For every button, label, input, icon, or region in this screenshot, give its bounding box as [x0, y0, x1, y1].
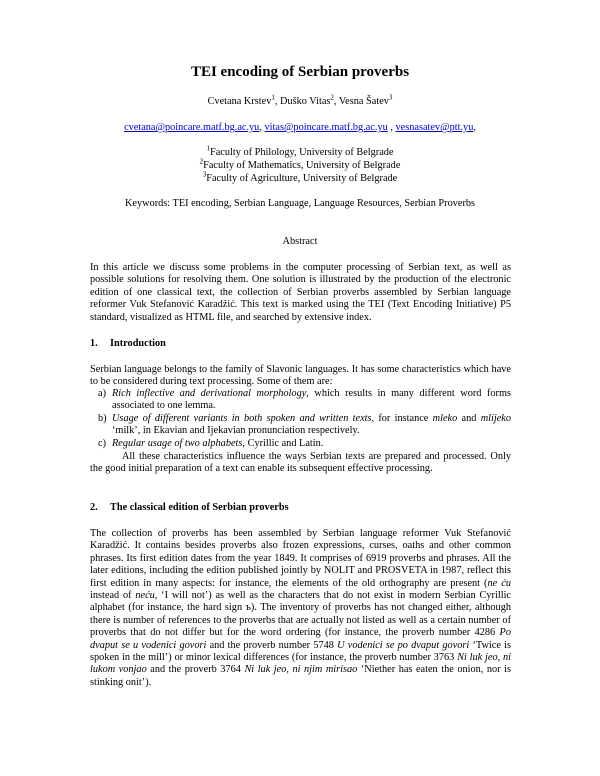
list-item: c) Regular usage of two alphabets, Cyrillic and Latin. — [98, 438, 324, 449]
abstract-heading: Abstract — [282, 236, 318, 247]
section-heading: 2. The classical edition of Serbian proverbs — [90, 502, 289, 513]
email-link[interactable]: vitas@poincare.matf.bg.ac.yu — [264, 122, 388, 133]
section2-paragraph: The collection of proverbs has been assembled by Serbian language reformer Vuk Stefanović Karadžić. It contains besides proverbs also frozen expressions, curses, oaths and other common phrases. Its first edition dates from the year 1849. It comprises of 6919 proverbs and phrases. All the later editions, including the edition published jointly by NOLIT and PROSVETA in 1987, reflect this first edition in many aspects: for instance, the elements of the old orthography are present (ne ću instead of neću, ‘I will not’) as well as the characters that do not exist in modern Serbian Cyrillic alphabet (for instance, the hard sign ъ). The inventory of proverbs has not changed either, although there is number of references to the proverbs that are actually not listed as well as a certain number of proverbs that do not differ but for the word ordering (for instance, the proverb number 4286 Po dvaput se u vodenici govori and the proverb number 5748 U vodenici se po dvaput govori ‘Twice is spoken in the mill’) or minor lexical differences (for instance, the proverb number 3763 Ni luk jeo, ni lukom vonjao and the proverb 3764 Ni luk jeo, ni njim mirisao ‘Niether has eaten the onion, nor is stinking onit’). — [90, 528, 512, 688]
list-item: a) Rich inflective and derivational morphology, which results in many different word forms associated to one lemma. — [98, 388, 511, 412]
author-list: Cvetana Krstev$^1$, Duško Vitas$^2$, Vesna Šatev$^3$ — [207, 93, 393, 107]
paper-title: TEI encoding of Serbian proverbs — [190, 64, 410, 80]
affiliation: $^3$Faculty of Agriculture, University of Belgrade — [202, 170, 398, 184]
abstract-text: In this article we discuss some problems in the computer processing of Serbian text, as well as possible solutions for resolving them. One solution is illustrated by the production of the electronic edition of one classical text, the collection of Serbian proverbs assembled by Serbian language reformer Vuk Stefanović Karadžić. This text is marked using the TEI (Text Encoding Initiative) P5 standard, visualized as HTML file, and searched by extensive index. — [90, 262, 511, 323]
author-name: Duško Vitas — [280, 96, 331, 107]
email-link[interactable]: cvetana@poincare.matf.bg.ac.yu — [124, 122, 260, 133]
email-list: cvetana@poincare.matf.bg.ac.yu, vitas@poincare.matf.bg.ac.yu , vesnasatev@ptt.yu, — [124, 122, 476, 133]
section1-closing: All these characteristics influence the ways Serbian texts are prepared and processed. Only the good initial preparation of a text can enable its subsequent effective processing. — [90, 451, 511, 475]
author-name: Cvetana Krstev — [207, 96, 272, 107]
section-heading: 1. Introduction — [90, 338, 166, 349]
author-name: Vesna Šatev — [338, 96, 389, 107]
email-link[interactable]: vesnasatev@ptt.yu — [395, 122, 474, 133]
list-item: b) Usage of different variants in both spoken and written texts, for instance mleko and mlijeko ‘milk’, in Ekavian and Ijekavian pronunciation respectively. — [98, 413, 512, 437]
affiliation: $^1$Faculty of Philology, University of Belgrade — [206, 144, 394, 158]
keywords: Keywords: TEI encoding, Serbian Language, Language Resources, Serbian Proverbs — [124, 198, 476, 209]
section1-intro: Serbian language belongs to the family of Slavonic languages. It has some characteristics which have to be considered during text processing. Some of them are: — [90, 364, 511, 388]
affiliation: $^2$Faculty of Mathematics, University of Belgrade — [199, 157, 401, 171]
